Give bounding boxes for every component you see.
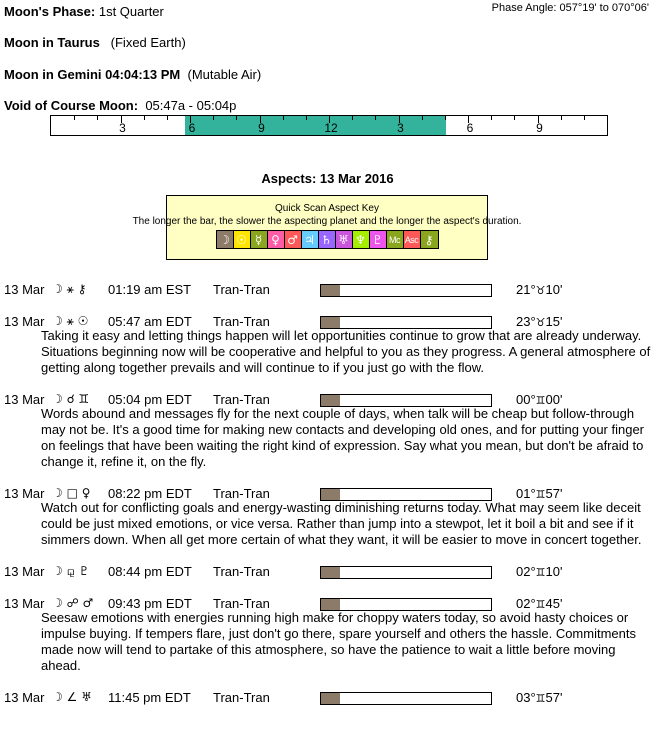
- aspect-duration-fill: [321, 489, 340, 500]
- aspect-duration-bar: [320, 566, 492, 579]
- position-minute: 57': [545, 486, 563, 501]
- aspect-row: [0, 690, 655, 706]
- aspect-glyphs: ☽ ∠ ♅: [52, 690, 92, 704]
- aspect-description: Taking it easy and letting things happen will let opportunities continue to grow that are already underway. Situations beginning now will be cooperative and helpful to you as they progress. A general atmosphere of getting along together prevails and will continue to if you just go with the flow.: [41, 328, 651, 375]
- aspect-position: [516, 314, 563, 329]
- position-minute: 10': [545, 282, 563, 297]
- aspect-time: 05:04 pm EDT: [108, 392, 192, 407]
- aspect-date: 13 Mar: [4, 690, 45, 705]
- sun-icon: ☉: [234, 231, 251, 248]
- timeline-tick: [422, 116, 423, 120]
- aspect-glyphs: ☽ ⚼ ♇: [52, 564, 90, 578]
- aspect-glyphs: ☽ ☌ ♊: [52, 392, 90, 406]
- pluto-icon: ♇: [370, 231, 387, 248]
- aspect-row: [0, 564, 655, 580]
- aspect-duration-fill: [321, 567, 340, 578]
- aspect-position: [516, 282, 563, 297]
- timeline-tick: [306, 116, 307, 120]
- neptune-icon: ♆: [353, 231, 370, 248]
- aspect-glyphs: ☽ □ ♀: [52, 486, 91, 500]
- void-of-course: [4, 98, 236, 113]
- aspect-date: 13 Mar: [4, 282, 45, 297]
- moon-sign-value: (Fixed Earth): [110, 35, 186, 50]
- timeline-hour-label: 9: [536, 121, 543, 135]
- aspect-description: Words abound and messages fly for the next couple of days, when talk will be cheap but follow-through may not be. It's a good time for making new contacts and developing old ones, and for putting your finger on feelings that have been waiting the right kind of expression. Say what you mean, but don't be afraid to change it, refine it, on the fly.: [41, 406, 645, 469]
- timeline-hour-label: 3: [397, 121, 404, 135]
- aspect-date: 13 Mar: [4, 486, 45, 501]
- position-degree: 00°: [516, 392, 536, 407]
- position-degree: 23°: [516, 314, 536, 329]
- timeline-tick: [375, 116, 376, 120]
- key-title: Quick Scan Aspect Key: [275, 203, 379, 214]
- aspect-position: [516, 486, 563, 501]
- zodiac-sign-icon: ♉: [535, 284, 546, 297]
- aspect-date: 13 Mar: [4, 314, 45, 329]
- moon-ingress: [4, 67, 261, 82]
- aspect-duration-fill: [321, 317, 340, 328]
- timeline-tick: [491, 116, 492, 120]
- timeline-tick: [213, 116, 214, 120]
- aspect-time: 09:43 pm EDT: [108, 596, 192, 611]
- timeline-tick: [97, 116, 98, 120]
- aspect-type: Tran-Tran: [213, 690, 270, 705]
- aspect-type: Tran-Tran: [213, 486, 270, 501]
- zodiac-sign-icon: ♊: [535, 566, 546, 579]
- aspect-date: 13 Mar: [4, 596, 45, 611]
- timeline-hour-label: 12: [324, 121, 338, 135]
- saturn-icon: ♄: [319, 231, 336, 248]
- moon-ingress-value: (Mutable Air): [187, 67, 262, 82]
- moon-sign: [4, 35, 186, 50]
- aspect-time: 08:44 pm EDT: [108, 564, 192, 579]
- zodiac-sign-icon: ♊: [535, 488, 546, 501]
- aspect-time: 11:45 pm EDT: [108, 690, 191, 705]
- timeline-tick: [236, 116, 237, 120]
- timeline-tick: [74, 116, 75, 120]
- moon-phase-value: 1st Quarter: [98, 4, 164, 19]
- aspect-row: [0, 282, 655, 298]
- zodiac-sign-icon: ♊: [535, 692, 546, 705]
- phase-angle: Phase Angle: 057°19' to 070°06': [491, 2, 649, 14]
- timeline-tick: [283, 116, 284, 120]
- aspect-type: Tran-Tran: [213, 282, 270, 297]
- position-minute: 57': [545, 690, 563, 705]
- aspect-description: Watch out for conflicting goals and energy-wasting diminishing returns today. What may seem like deceit could be just mixed emotions, or vice versa. Rather than jump into a stewpot, let it boil a bit and see if it simmers down. When all get more certain of what they want, it will be easier to move in concert together.: [41, 500, 642, 547]
- aspects-title: Aspects: 13 Mar 2016: [261, 171, 394, 186]
- position-degree: 02°: [516, 564, 536, 579]
- aspect-time: 01:19 am EST: [108, 282, 192, 297]
- aspect-type: Tran-Tran: [213, 596, 270, 611]
- aspect-duration-fill: [321, 285, 340, 296]
- timeline-tick: [167, 116, 168, 120]
- void-timeline: [50, 115, 608, 136]
- uranus-icon: ♅: [336, 231, 353, 248]
- key-description: The longer the bar, the slower the aspecting planet and the longer the aspect's duration.: [132, 216, 522, 227]
- zodiac-sign-icon: ♊: [535, 394, 546, 407]
- moon-phase-label: Moon's Phase:: [4, 4, 96, 19]
- position-degree: 03°: [516, 690, 536, 705]
- zodiac-sign-icon: ♉: [535, 316, 546, 329]
- position-minute: 00': [545, 392, 563, 407]
- jupiter-icon: ♃: [302, 231, 319, 248]
- aspect-key-box: [132, 195, 522, 260]
- aspect-type: Tran-Tran: [213, 392, 270, 407]
- timeline-tick: [514, 116, 515, 120]
- moon-sign-label: Moon in Taurus: [4, 35, 100, 50]
- aspect-type: Tran-Tran: [213, 564, 270, 579]
- position-minute: 15': [545, 314, 563, 329]
- timeline-tick: [144, 116, 145, 120]
- mercury-icon: ☿: [251, 231, 268, 248]
- voc-label: Void of Course Moon:: [4, 98, 139, 113]
- timeline-tick: [561, 116, 562, 120]
- venus-icon: ♀: [268, 231, 285, 248]
- mars-icon: ♂: [285, 231, 302, 248]
- timeline-hour-label: 6: [188, 121, 196, 135]
- aspect-duration-fill: [321, 599, 340, 610]
- position-minute: 10': [545, 564, 563, 579]
- aspect-date: 13 Mar: [4, 392, 45, 407]
- mc-icon: Mc: [387, 231, 404, 248]
- moon-phase: [4, 4, 164, 19]
- aspect-glyphs: ☽ ⚹ ☉: [52, 314, 89, 328]
- timeline-tick: [352, 116, 353, 120]
- moon-ingress-label: Moon in Gemini 04:04:13 PM: [4, 67, 181, 82]
- zodiac-sign-icon: ♊: [535, 598, 546, 611]
- aspect-description: Seesaw emotions with energies running high make for choppy waters today, so avoid hasty choices or impulse buying. If tempers flare, just don't go there, spare yourself and others the hassle. Commitments made now will tend to partake of this atmosphere, so have the patience to wait a little before moving ahead.: [41, 610, 636, 673]
- position-degree: 21°: [516, 282, 536, 297]
- aspect-duration-fill: [321, 693, 340, 704]
- void-period-fill: [185, 116, 446, 135]
- aspect-time: 08:22 pm EDT: [108, 486, 192, 501]
- voc-value: 05:47a - 05:04p: [145, 98, 237, 113]
- aspect-time: 05:47 am EDT: [108, 314, 192, 329]
- chiron-icon: ⚷: [421, 231, 438, 248]
- timeline-hour-label: 3: [119, 121, 126, 135]
- timeline-tick: [445, 116, 446, 120]
- aspect-duration-bar: [320, 284, 492, 297]
- key-glyph-strip: [216, 230, 439, 249]
- aspect-position: [516, 564, 563, 579]
- timeline-hour-label: 6: [466, 121, 474, 135]
- aspect-glyphs: ☽ ⚹ ⚷: [52, 282, 87, 296]
- position-degree: 01°: [516, 486, 536, 501]
- aspect-glyphs: ☽ ☍ ♂: [52, 596, 94, 610]
- aspect-position: [516, 392, 563, 407]
- timeline-tick: [584, 116, 585, 120]
- aspect-duration-bar: [320, 692, 492, 705]
- aspect-type: Tran-Tran: [213, 314, 270, 329]
- aspect-position: [516, 690, 563, 705]
- timeline-hour-label: 9: [258, 121, 265, 135]
- moon-icon: ☽: [217, 231, 234, 248]
- aspect-duration-fill: [321, 395, 340, 406]
- aspect-position: [516, 596, 563, 611]
- position-degree: 02°: [516, 596, 536, 611]
- position-minute: 45': [545, 596, 563, 611]
- asc-icon: Asc: [404, 231, 421, 248]
- aspect-date: 13 Mar: [4, 564, 45, 579]
